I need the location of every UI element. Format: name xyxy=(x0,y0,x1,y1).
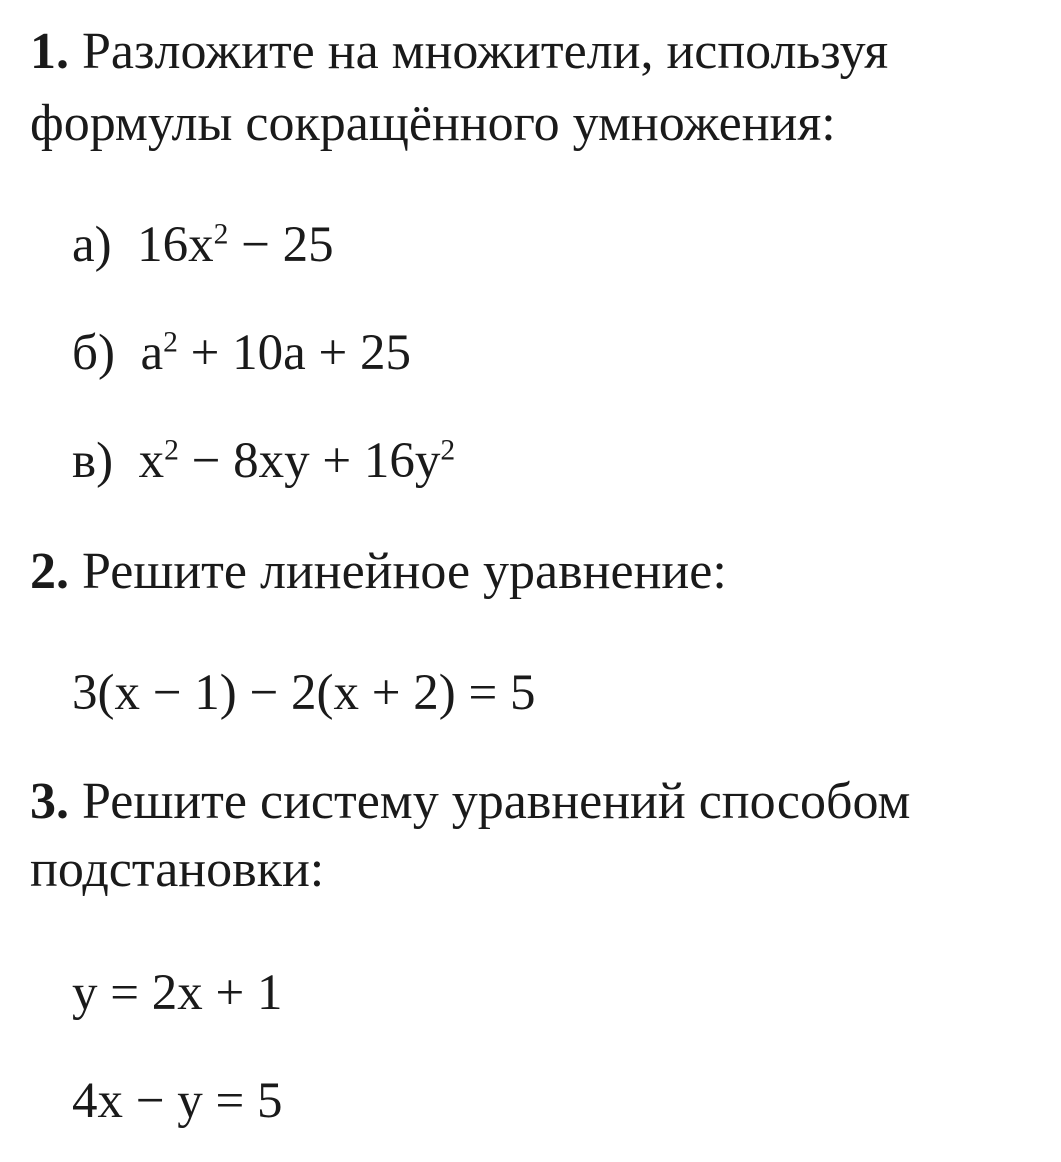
task2-heading xyxy=(30,543,727,600)
task1-number: 1. xyxy=(30,23,69,80)
task1-heading xyxy=(30,23,889,80)
item-label: а) xyxy=(72,217,112,273)
task3-number: 3. xyxy=(30,773,69,830)
task1-item-b xyxy=(72,325,412,381)
task3-equation-1: y = 2x + 1 xyxy=(72,965,283,1021)
task3-heading xyxy=(30,773,911,830)
expression: $a^2 + 10a + 25$ xyxy=(140,325,412,381)
expression: $x^2 - 8xy + 16y^2$ xyxy=(138,433,456,489)
task1-item-a xyxy=(72,217,334,273)
task3-text-line1: Решите систему уравнений способом xyxy=(82,773,911,830)
task2-text: Решите линейное уравнение: xyxy=(82,543,727,600)
expression: $16x^2 - 25$ xyxy=(137,217,334,273)
task3-equation-2: 4x − y = 5 xyxy=(72,1073,283,1129)
task1-text-line2: формулы сокращённого умножения: xyxy=(30,95,836,152)
task2-equation: 3(x − 1) − 2(x + 2) = 5 xyxy=(72,665,536,721)
item-label: в) xyxy=(72,433,114,489)
task1-item-c xyxy=(72,433,456,489)
task1-text-line1: Разложите на множители, используя xyxy=(82,23,889,80)
task2-number: 2. xyxy=(30,543,69,600)
task3-text-line2: подстановки: xyxy=(30,841,325,898)
item-label: б) xyxy=(72,325,115,381)
